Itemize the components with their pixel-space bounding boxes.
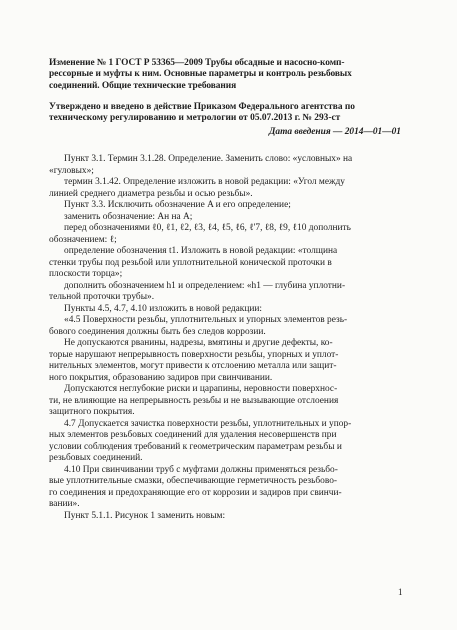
body-line: 4.7 Допускается зачистка поверхности резьбы, уплотнительных и упор- <box>64 418 352 429</box>
body-line: обозначением: ℓ; <box>49 234 117 245</box>
body-line: го соединения и предохраняющие его от коррозии и задиров при свинчи- <box>49 487 342 498</box>
body-line: условии соблюдения требований к геометрическим параметрам резьбы и <box>49 441 342 452</box>
amendment-title <box>49 58 405 92</box>
body-line: «4.5 Поверхности резьбы, уплотнительных и упорных элементов резь- <box>64 315 348 325</box>
body-line: Не допускаются рванины, надрезы, вмятины и другие дефекты, ко- <box>64 338 333 348</box>
body-line: дополнить обозначением h1 и определением: «h1 — глубина уплотни- <box>64 280 346 291</box>
body-line: тельной проточки трубы». <box>49 292 155 302</box>
body-line: «гуловых»; <box>49 165 94 176</box>
body-line: перед обозначениями ℓ0, ℓ1, ℓ2, ℓ3, ℓ4, ℓ5, ℓ6, ℓ'7, ℓ8, ℓ9, ℓ10 дополнить <box>64 223 351 233</box>
document-body <box>49 154 405 522</box>
body-line: термин 3.1.42. Определение изложить в новой редакции: «Угол между <box>64 177 345 187</box>
title-line: Изменение № 1 ГОСТ Р 53365—2009 Трубы обсадные и насосно-комп- <box>49 58 345 68</box>
body-line: резьбовых соединений. <box>49 453 143 463</box>
approval-line: Утверждено и введено в действие Приказом Федерального агентства по <box>49 102 355 112</box>
body-line: Допускаются неглубокие риски и царапины, неровности поверхнос- <box>64 384 338 394</box>
body-line: торые нарушают непрерывность поверхности резьбы, упорных и уплот- <box>49 349 339 360</box>
body-line: заменить обозначение: Aн на A; <box>64 211 193 222</box>
body-line: Пункт 3.3. Исключить обозначение A и его определение; <box>64 200 291 210</box>
body-line: Пункт 3.1. Термин 3.1.28. Определение. Заменить слово: «условных» на <box>64 154 353 164</box>
approval-line: техническому регулированию и метрологии от 05.07.2013 г. № 293-ст <box>49 113 341 124</box>
body-line: Пункт 5.1.1. Рисунок 1 заменить новым: <box>64 510 226 521</box>
approval-statement <box>49 102 405 125</box>
body-line: линией среднего диаметра резьбы и осью резьбы». <box>49 188 253 199</box>
body-line: ных элементов резьбовых соединений для удаления несовершенств при <box>49 430 337 440</box>
body-line: вании». <box>49 499 80 509</box>
body-line: защитного покрытия. <box>49 407 135 417</box>
body-line: определение обозначения t1. Изложить в новой редакции: «толщина <box>64 246 338 256</box>
body-line: бового соединения должны быть без следов коррозии. <box>49 326 266 337</box>
effective-date: Дата введения — 2014—01—01 <box>269 127 401 137</box>
body-line: Пункты 4.5, 4.7, 4.10 изложить в новой редакции: <box>64 303 263 314</box>
title-line: соединений. Общие технические требования <box>49 80 237 91</box>
body-line: ного покрытия, образованию задиров при свинчивании. <box>49 372 273 383</box>
body-line: 4.10 При свинчивании труб с муфтами должны применяться резьбо- <box>64 464 338 475</box>
body-line: плоскости торца»; <box>49 269 123 279</box>
body-line: стенки трубы под резьбой или уплотнительной конической проточки в <box>49 257 332 268</box>
body-line: нительных элементов, могут привести к отслоению металла или защит- <box>49 361 337 371</box>
body-line: ти, не влияющие на непрерывность резьбы и не вызывающие отслоения <box>49 395 339 406</box>
body-line: вые уплотнительные смазки, обеспечивающие герметичность резьбово- <box>49 476 338 486</box>
page-number: 1 <box>398 587 403 597</box>
title-line: рессорные и муфты к ним. Основные параметры и контроль резьбовых <box>49 69 352 80</box>
